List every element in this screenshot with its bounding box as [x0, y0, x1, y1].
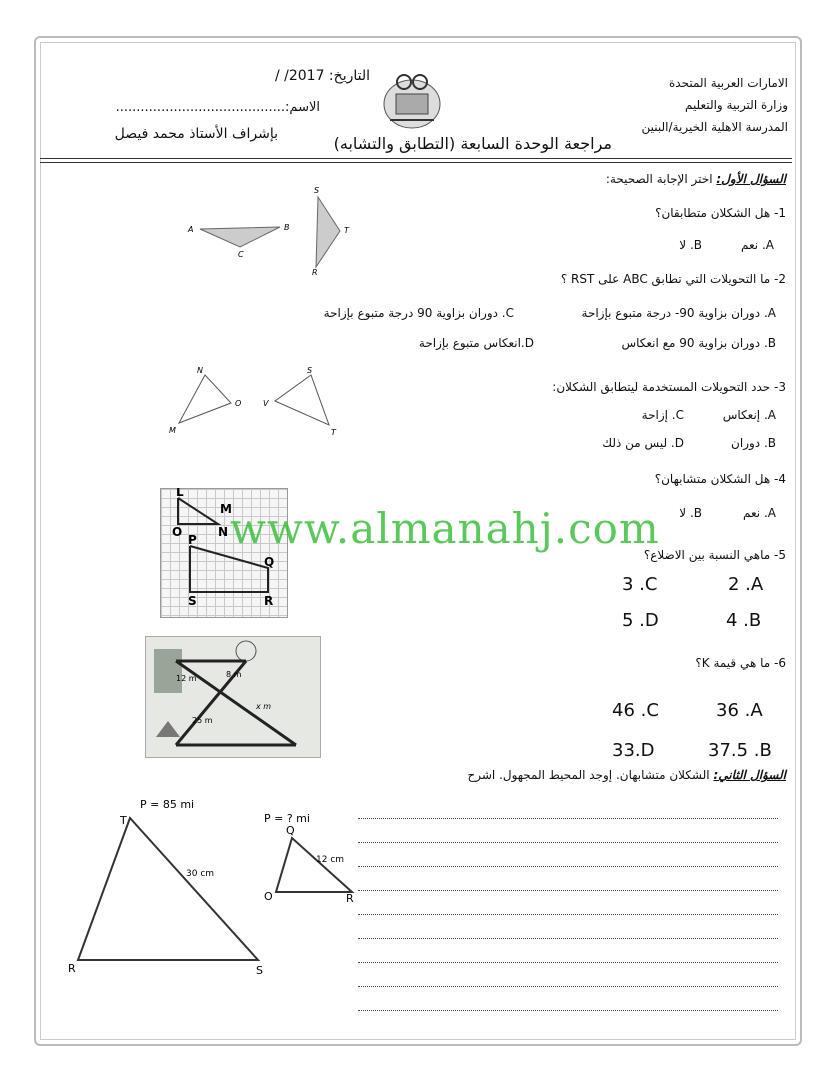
photo-label: x m [256, 702, 272, 711]
answer-line[interactable] [358, 962, 778, 963]
grid-label: M [220, 502, 232, 516]
grid-label: Q [264, 555, 275, 569]
vertex-label: R [312, 268, 318, 275]
q1-item-3-option-d: D. ليس من ذلك [602, 436, 684, 450]
q2-heading: السؤال الثاني: [713, 768, 786, 782]
q1-item-6-option-d: 33.D [612, 740, 655, 761]
vertex-label: N [197, 366, 203, 375]
page-title: مراجعة الوحدة السابعة (التطابق والتشابه) [333, 134, 612, 153]
q1-item-3-option-c: C. إزاحة [641, 408, 684, 422]
q1-item-6: 6- ما هي قيمة K؟ [695, 656, 786, 670]
q2-text: الشكلان متشابهان. إوجد المحيط المجهول. اشرح [467, 768, 710, 782]
q1-item-2-option-c: C. دوران بزاوية 90 درجة متبوع بإزاحة [323, 306, 514, 320]
q1-item-4-option-a: A. نعم [743, 506, 776, 520]
q1-instruction: اختر الإجابة الصحيحة: [605, 172, 713, 186]
photo-label: 12 m [176, 674, 197, 683]
vertex-label: S [314, 186, 320, 195]
school-line: المدرسة الاهلية الخيرية/البنين [641, 120, 788, 134]
triangles-mno-vst-figure [165, 365, 350, 437]
q1-heading-row [606, 172, 786, 186]
vertex-label: R [68, 962, 76, 975]
answer-line[interactable] [358, 818, 778, 819]
q1-item-3: 3- حدد التحويلات المستخدمة ليتطابق الشكلان: [552, 380, 786, 394]
supervisor-label: بإشراف الأستاذ محمد فيصل [114, 126, 278, 142]
q1-item-1: 1- هل الشكلان متطابقان؟ [655, 206, 786, 220]
answer-line[interactable] [358, 986, 778, 987]
q1-item-3-option-a: A. إنعكاس [722, 408, 776, 422]
grid-label: O [172, 525, 183, 539]
vertex-label: Q [286, 824, 295, 837]
triangles-abc-rst-figure [180, 185, 360, 275]
answer-line[interactable] [358, 842, 778, 843]
q1-item-6-option-c: 46 .C [612, 700, 659, 721]
q1-item-2-option-a: A. دوران بزاوية 90- درجة متبوع بإزاحة [581, 306, 776, 320]
name-label: الاسم:......................................... [115, 100, 320, 115]
q1-item-6-option-b: 37.5 .B [708, 740, 772, 761]
vertex-label: V [263, 399, 269, 408]
carnival-diagram [146, 637, 320, 757]
similar-triangles-figure [62, 796, 362, 992]
grid-label: L [176, 488, 184, 499]
answer-line[interactable] [358, 866, 778, 867]
vertex-label: R [346, 892, 354, 905]
q1-item-5-option-a: 2 .A [728, 574, 764, 595]
school-logo-icon [380, 70, 444, 132]
watermark: www.almanahj.com [230, 504, 660, 553]
q1-item-5-option-c: 3 .C [622, 574, 658, 595]
q1-item-6-option-a: 36 .A [716, 700, 763, 721]
vertex-label: T [344, 226, 349, 235]
vertex-label: C [238, 250, 244, 259]
q1-item-1-option-b: B. لا [679, 238, 702, 252]
answer-line[interactable] [358, 914, 778, 915]
school-info [642, 72, 788, 138]
big-perimeter-label: P = 85 mi [140, 798, 195, 811]
photo-label: 25 m [192, 716, 213, 725]
q1-item-1-option-a: A. نعم [741, 238, 774, 252]
answer-line[interactable] [358, 890, 778, 891]
photo-label: 8 m [226, 670, 242, 679]
ministry-line: وزارة التربية والتعليم [684, 98, 788, 112]
grid-label: R [264, 594, 274, 608]
small-perimeter-label: P = ? mi [264, 812, 310, 825]
vertex-label: A [188, 225, 194, 234]
q1-item-5-option-b: 4 .B [726, 610, 762, 631]
q1-item-3-option-b: B. دوران [731, 436, 776, 450]
q1-item-4-option-b: B. لا [679, 506, 702, 520]
grid-label: N [218, 525, 229, 539]
vertex-label: O [264, 890, 273, 903]
vertex-label: B [284, 223, 290, 232]
q1-item-4: 4- هل الشكلان متشابهان؟ [654, 472, 786, 486]
big-side-label: 30 cm [186, 869, 215, 879]
grid-label: S [188, 594, 197, 608]
divider [40, 158, 792, 159]
carnival-photo-figure [145, 636, 321, 758]
grid-label: P [188, 533, 197, 547]
divider [40, 162, 792, 163]
vertex-label: T [331, 428, 336, 437]
q1-item-2-option-b: B. دوران بزاوية 90 مع انعكاس [621, 336, 776, 350]
date-label: التاريخ: 2017/ / [274, 68, 370, 84]
vertex-label: S [307, 366, 313, 375]
answer-line[interactable] [358, 938, 778, 939]
vertex-label: T [120, 814, 127, 827]
small-side-label: 12 cm [316, 855, 345, 865]
q1-item-2-option-d: D.انعكاس متبوع بإزاحة [418, 336, 534, 350]
vertex-label: M [169, 426, 176, 435]
q1-item-5: 5- ماهي النسبة بين الاضلاع؟ [643, 548, 786, 562]
vertex-label: O [235, 399, 242, 408]
q1-item-2: 2- ما التحويلات التي تطابق ABC على RST ؟ [560, 272, 786, 286]
q1-heading: السؤال الأول: [716, 172, 786, 186]
answer-line[interactable] [358, 1010, 778, 1011]
q1-item-5-option-d: 5 .D [622, 610, 659, 631]
q2-heading-row [467, 768, 786, 782]
country-line: الامارات العربية المتحدة [669, 76, 788, 90]
vertex-label: S [256, 964, 263, 977]
